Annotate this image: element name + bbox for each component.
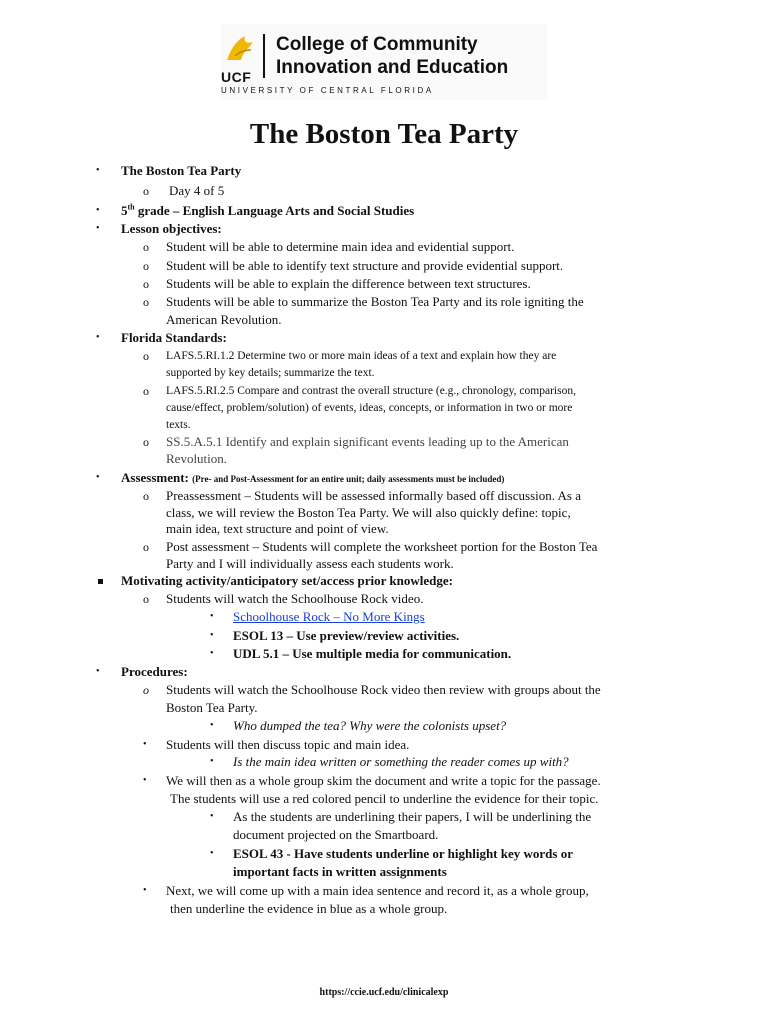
assessment-item-cont: Party and I will individually assess each students work. (166, 556, 454, 571)
bullet-circle: o (143, 384, 149, 398)
bullet-circle: o (143, 489, 149, 503)
standard-item-cont: supported by key details; summarize the text. (166, 367, 375, 379)
grade-superscript: th (127, 202, 135, 212)
lesson-day: Day 4 of 5 (169, 183, 225, 198)
grade-line (121, 202, 414, 220)
bullet-disc: • (210, 756, 214, 767)
bullet-disc: • (96, 165, 100, 176)
bullet-disc: • (210, 648, 214, 659)
bullet-circle: o (143, 592, 149, 606)
procedure-question: Is the main idea written or something the reader comes up with? (233, 754, 569, 769)
pegasus-icon (221, 30, 261, 70)
bullet-disc: • (210, 611, 214, 622)
bullet-circle: o (143, 184, 149, 198)
college-name-line1: College of Community (276, 34, 478, 55)
procedures-heading: Procedures: (121, 664, 188, 679)
bullet-disc: • (96, 472, 100, 483)
objective-item-cont: American Revolution. (166, 312, 282, 327)
college-name-line2: Innovation and Education (276, 57, 509, 78)
objectives-heading: Lesson objectives: (121, 221, 222, 236)
bullet-circle: o (143, 435, 149, 449)
bullet-disc: • (210, 811, 214, 822)
standard-item: SS.5.A.5.1 Identify and explain significant events leading up to the American (166, 434, 569, 449)
bullet-circle: o (143, 683, 149, 697)
standard-item: LAFS.5.RI.2.5 Compare and contrast the overall structure (e.g., chronology, comparison, (166, 385, 576, 397)
bullet-disc: • (210, 848, 214, 859)
bullet-disc: • (96, 205, 100, 216)
bullet-disc: • (210, 630, 214, 641)
bullet-disc: • (96, 332, 100, 343)
bullet-circle: o (143, 295, 149, 309)
bullet-circle: o (143, 349, 149, 363)
assessment-item-cont: class, we will review the Boston Tea Party. We will also quickly define: topic, (166, 505, 571, 520)
objective-item: Students will be able to explain the difference between text structures. (166, 276, 531, 291)
procedure-question: Who dumped the tea? Why were the colonists upset? (233, 718, 507, 733)
logo-ucf-text: UCF (221, 69, 252, 85)
standards-heading: Florida Standards: (121, 330, 227, 345)
motivating-item: Students will watch the Schoolhouse Rock video. (166, 591, 424, 606)
schoolhouse-rock-link[interactable]: Schoolhouse Rock – No More Kings (233, 609, 425, 624)
assessment-heading: Assessment: (121, 470, 189, 485)
grade-number: 5 (121, 203, 128, 218)
university-name: UNIVERSITY OF CENTRAL FLORIDA (221, 86, 434, 95)
esol-note: ESOL 43 - Have students underline or highlight key words or (233, 846, 573, 861)
footer-url[interactable]: https://ccie.ucf.edu/clinicalexp (319, 987, 449, 998)
bullet-circle: o (143, 259, 149, 273)
assessment-item-cont: main idea, text structure and point of view. (166, 521, 389, 536)
lesson-name: The Boston Tea Party (121, 163, 242, 178)
procedure-item: Next, we will come up with a main idea sentence and record it, as a whole group, (166, 883, 589, 898)
bullet-circle: o (143, 277, 149, 291)
objective-item: Student will be able to identify text structure and provide evidential support. (166, 258, 564, 273)
objective-item: Students will be able to summarize the Boston Tea Party and its role igniting the (166, 294, 584, 309)
grade-subject: grade – English Language Arts and Social Studies (134, 203, 415, 218)
procedure-item: Students will watch the Schoolhouse Rock video then review with groups about the (166, 682, 601, 697)
udl-note: UDL 5.1 – Use multiple media for communication. (233, 646, 512, 661)
bullet-disc: • (96, 666, 100, 677)
assessment-item: Post assessment – Students will complete the worksheet portion for the Boston Tea (166, 539, 598, 554)
page-title: The Boston Tea Party (249, 118, 519, 150)
procedure-item: Students will then discuss topic and main idea. (166, 737, 410, 752)
procedure-item-cont: Boston Tea Party. (166, 700, 258, 715)
bullet-disc: • (143, 775, 147, 786)
procedure-subitem: As the students are underlining their papers, I will be underlining the (233, 809, 592, 824)
bullet-disc: • (210, 720, 214, 731)
standard-item-cont: Revolution. (166, 451, 228, 466)
standard-item: LAFS.5.RI.1.2 Determine two or more main ideas of a text and explain how they are (166, 350, 557, 362)
bullet-disc: • (143, 739, 147, 750)
assessment-heading-line (121, 469, 504, 488)
procedure-item-cont: then underline the evidence in blue as a whole group. (170, 901, 448, 916)
procedure-item-cont: The students will use a red colored pencil to underline the evidence for their topic. (170, 791, 599, 806)
bullet-circle: o (143, 240, 149, 254)
standard-item-cont: texts. (166, 419, 191, 431)
logo-divider (263, 34, 265, 78)
procedure-item: We will then as a whole group skim the document and write a topic for the passage. (166, 773, 601, 788)
bullet-disc: • (143, 885, 147, 896)
esol-note: ESOL 13 – Use preview/review activities. (233, 628, 460, 643)
bullet-square (98, 579, 103, 584)
bullet-circle: o (143, 540, 149, 554)
assessment-note: (Pre- and Post-Assessment for an entire unit; daily assessments must be included) (192, 474, 505, 484)
objective-item: Student will be able to determine main idea and evidential support. (166, 239, 515, 254)
college-logo (221, 24, 547, 100)
motivating-heading: Motivating activity/anticipatory set/access prior knowledge: (121, 573, 453, 588)
bullet-disc: • (96, 223, 100, 234)
esol-note-cont: important facts in written assignments (233, 864, 447, 879)
procedure-subitem-cont: document projected on the Smartboard. (233, 827, 439, 842)
standard-item-cont: cause/effect, problem/solution) of events, ideas, concepts, or information in two or more (166, 402, 573, 414)
assessment-item: Preassessment – Students will be assessed informally based off discussion. As a (166, 488, 581, 503)
